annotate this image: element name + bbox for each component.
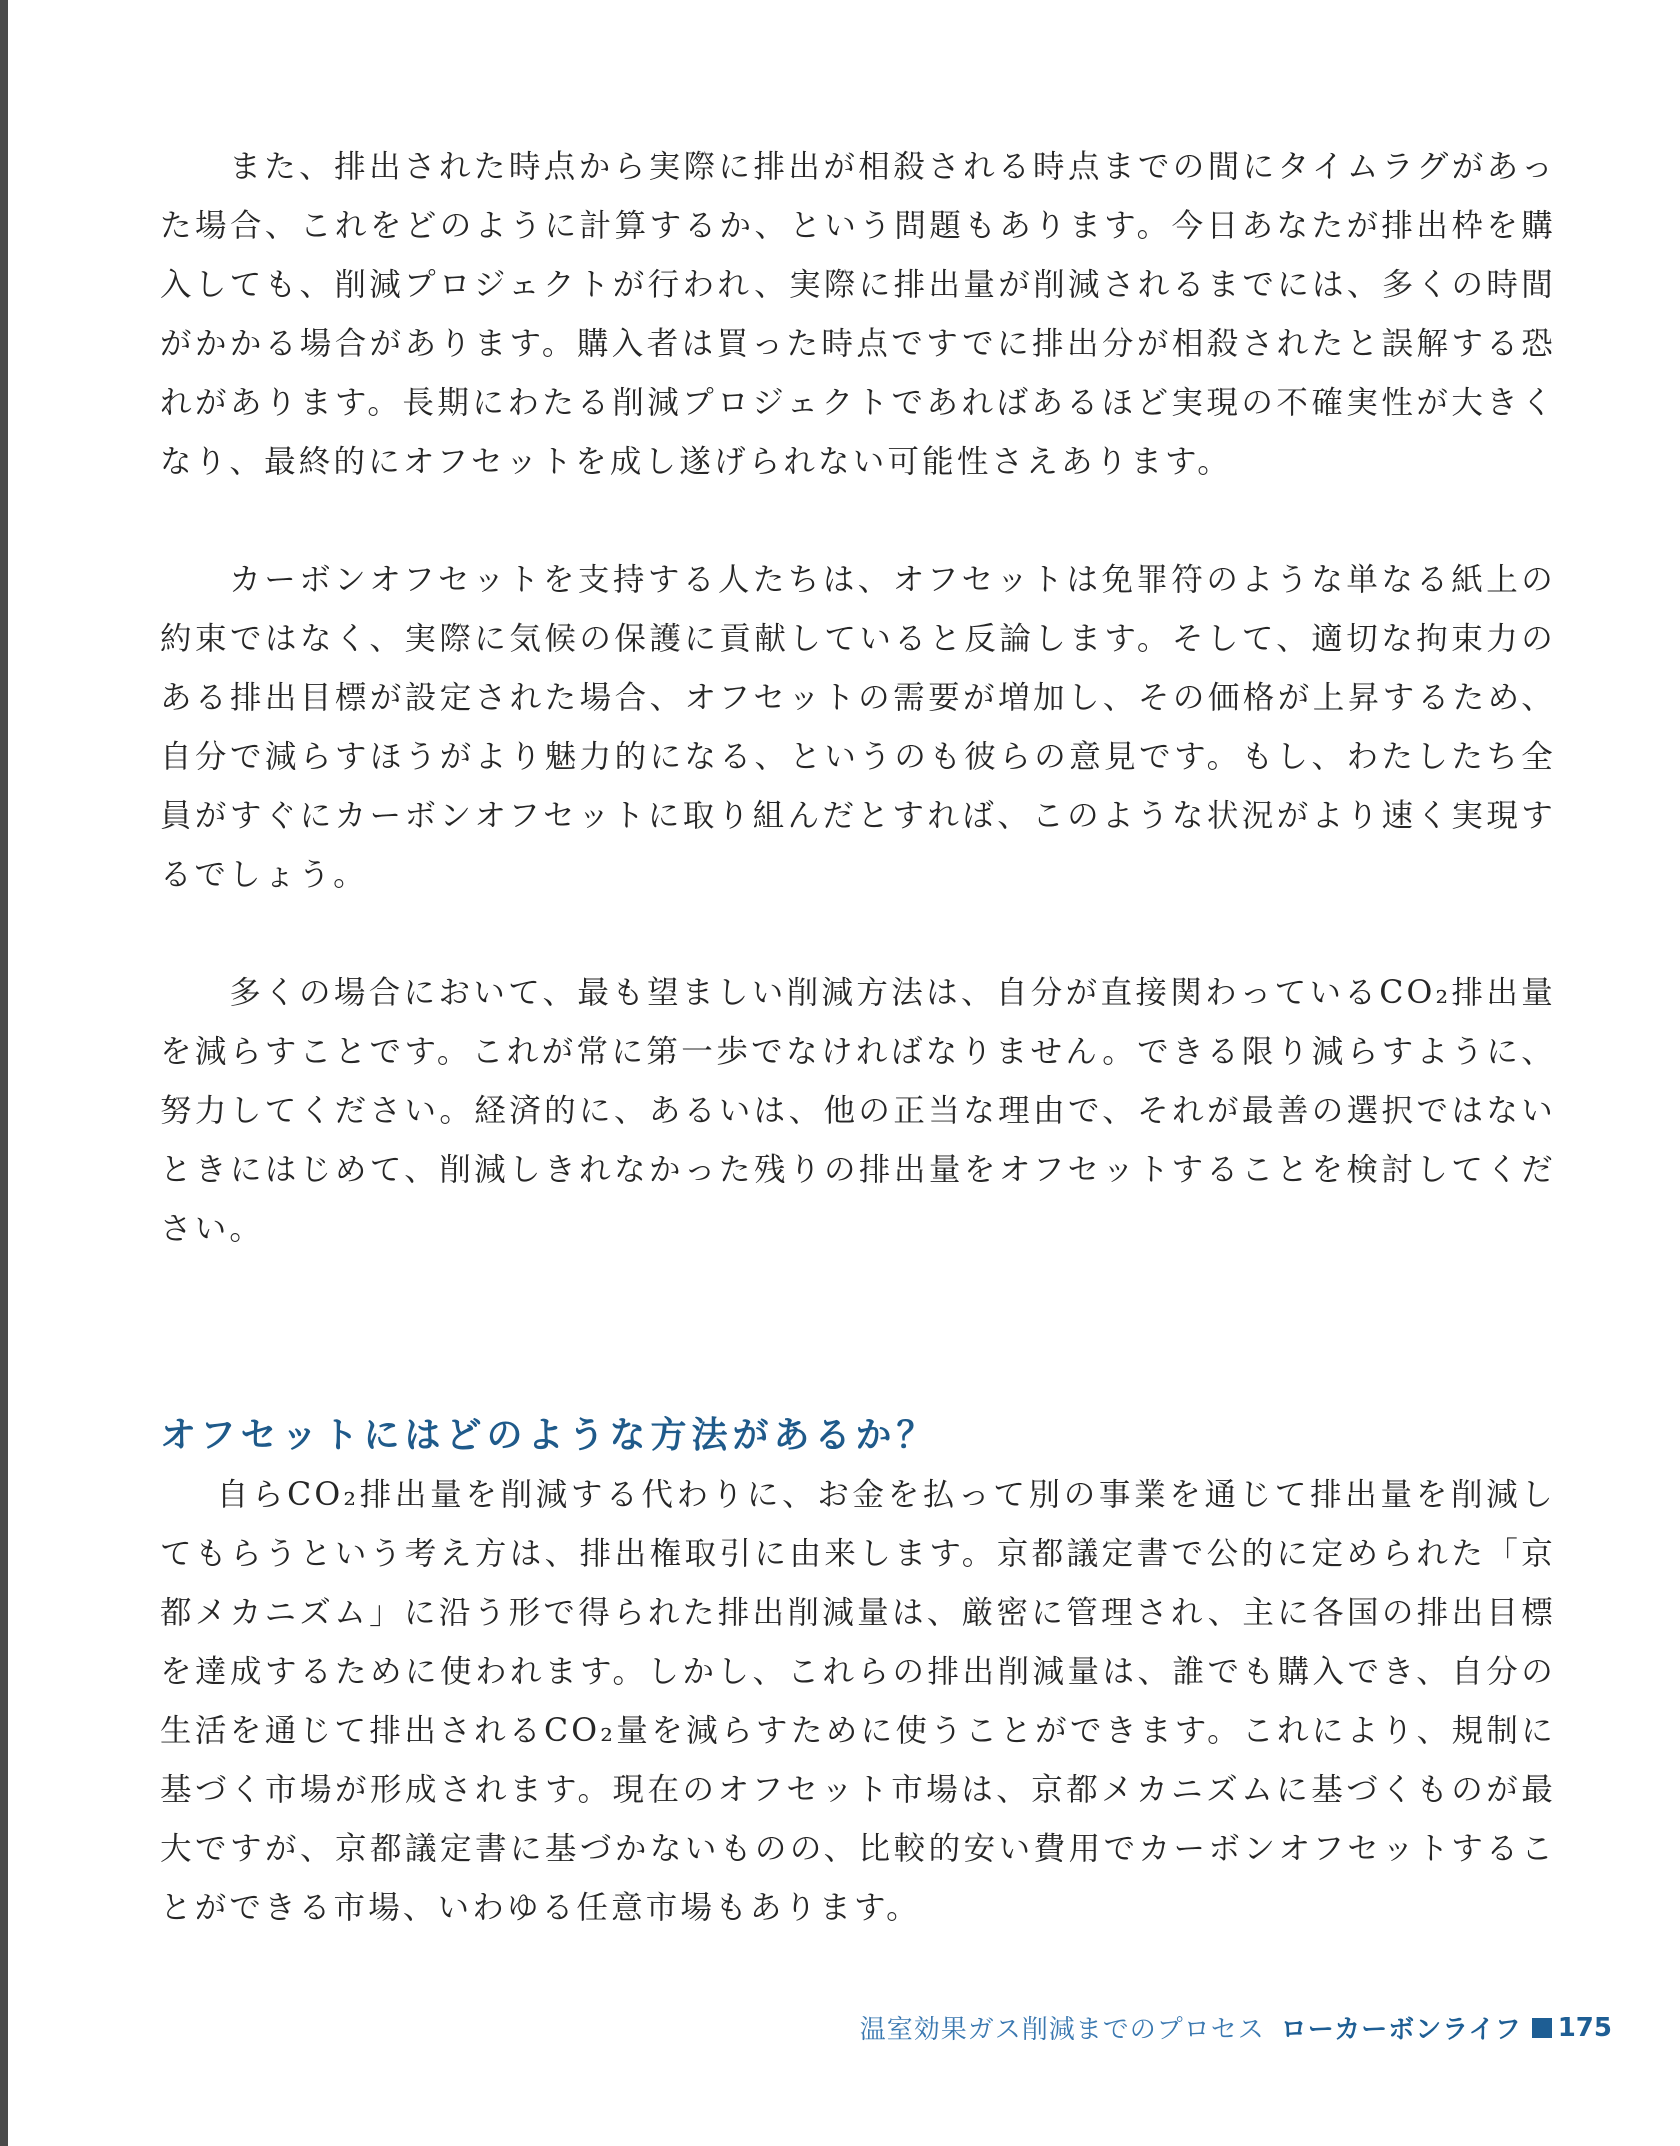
square-icon [1532,2018,1552,2038]
scan-edge [0,0,8,2146]
main-text [160,138,1556,1259]
paragraph-reduction-first: 多くの場合において、最も望ましい削減方法は、自分が直接関わっているCO₂排出量を減らすことです。これが常に第一歩でなければなりません。できる限り減らすように、努力してください。経済的に、あるいは、他の正当な理由で、それが最善の選択ではないときにはじめて、削減しきれなかった残りの排出量をオフセットすることを検討してください。 [160,975,1556,1247]
footer-section-name: 温室効果ガス削減までのプロセス [859,2015,1265,2045]
footer-book-title: ローカーボンライフ [1280,2015,1522,2045]
page-number: 175 [1557,2012,1612,2043]
section-body [160,1466,1556,1938]
section-heading: オフセットにはどのような方法があるか？ [160,1415,938,1456]
page-footer [860,2009,1612,2046]
paragraph-offset-methods: 自らCO₂排出量を削減する代わりに、お金を払って別の事業を通じて排出量を削減してもらうという考え方は、排出権取引に由来します。京都議定書で公的に定められた「京都メカニズム」に沿う形で得られた排出削減量は、厳密に管理され、主に各国の排出目標を達成するために使われます。しかし、これらの排出削減量は、誰でも購入でき、自分の生活を通じて排出されるCO₂量を減らすために使うことができます。これにより、規制に基づく市場が形成されます。現在のオフセット市場は、京都メカニズムに基づくものが最大ですが、京都議定書に基づかないものの、比較的安い費用でカーボンオフセットすることができる市場、いわゆる任意市場もあります。 [160,1477,1556,1926]
paragraph-supporters: カーボンオフセットを支持する人たちは、オフセットは免罪符のような単なる紙上の約束ではなく、実際に気候の保護に貢献していると反論します。そして、適切な拘束力のある排出目標が設定された場合、オフセットの需要が増加し、その価格が上昇するため、自分で減らすほうがより魅力的になる、というのも彼らの意見です。もし、わたしたち全員がすぐにカーボンオフセットに取り組んだとすれば、このような状況がより速く実現するでしょう。 [160,562,1556,893]
paragraph-time-lag: また、排出された時点から実際に排出が相殺される時点までの間にタイムラグがあった場合、これをどのように計算するか、という問題もあります。今日あなたが排出枠を購入しても、削減プロジェクトが行われ、実際に排出量が削減されるまでには、多くの時間がかかる場合があります。購入者は買った時点ですでに排出分が相殺されたと誤解する恐れがあります。長期にわたる削減プロジェクトであればあるほど実現の不確実性が大きくなり、最終的にオフセットを成し遂げられない可能性さえあります。 [160,149,1556,480]
